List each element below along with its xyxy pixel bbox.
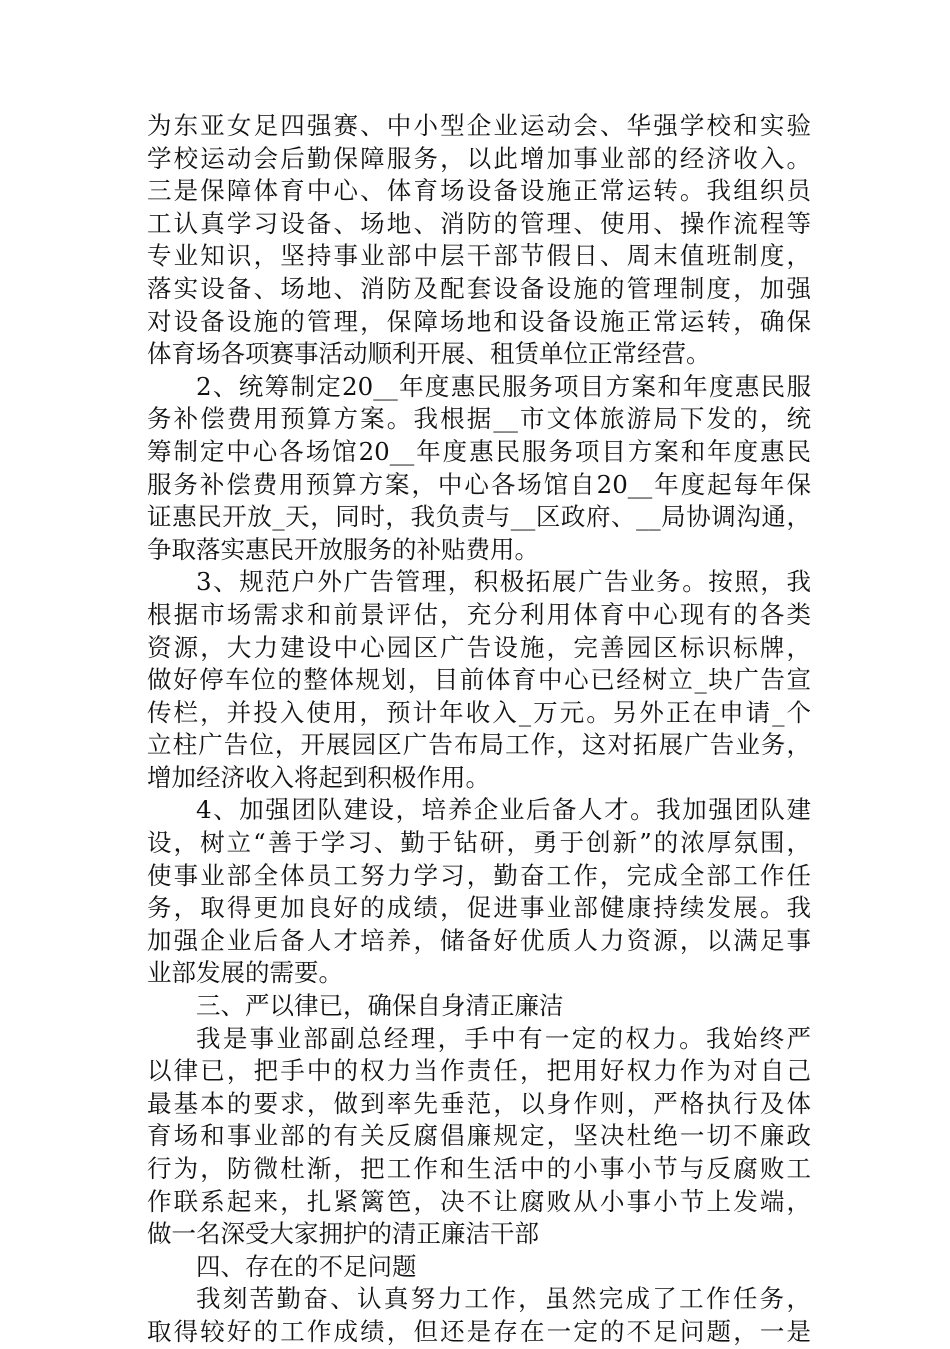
document-body (147, 110, 811, 1349)
text-line: 作联系起来，扎紧篱笆，决不让腐败从小事小节上发端， (147, 1186, 811, 1216)
text-line: 增加经济收入将起到积极作用。 (147, 762, 490, 792)
text-line: 使事业部全体员工努力学习，勤奋工作，完成全部工作任 (147, 860, 811, 890)
section-heading: 三、严以律已，确保自身清正廉洁 (196, 991, 564, 1021)
text-line: 务，取得更加良好的成绩，促进事业部健康持续发展。我 (147, 893, 811, 923)
text-line: 务补偿费用预算方案。我根据__市文体旅游局下发的，统 (147, 404, 811, 434)
text-line: 行为，防微杜渐，把工作和生活中的小事小节与反腐败工 (147, 1154, 811, 1183)
paragraph-start-line: 3、规范户外广告管理，积极拓展广告业务。按照，我 (196, 567, 811, 597)
text-line: 为东亚女足四强赛、中小型企业运动会、华强学校和实验 (147, 111, 811, 140)
text-line: 筹制定中心各场馆20__年度惠民服务项目方案和年度惠民 (147, 436, 811, 466)
text-line: 对设备设施的管理，保障场地和设备设施正常运转，确保 (147, 306, 811, 336)
text-line: 取得较好的工作成绩，但还是存在一定的不足问题，一是 (147, 1316, 811, 1346)
text-line: 学校运动会后勤保障服务，以此增加事业部的经济收入。 (147, 143, 811, 173)
text-line: 传栏，并投入使用，预计年收入_万元。另外正在申请_个 (147, 697, 811, 727)
text-line: 服务补偿费用预算方案，中心各场馆自20__年度起每年保 (147, 469, 811, 499)
text-line: 体育场各项赛事活动顺利开展、租赁单位正常经营。 (147, 339, 711, 369)
paragraph-start-line: 我是事业部副总经理，手中有一定的权力。我始终严 (196, 1023, 811, 1053)
text-line: 争取落实惠民开放服务的补贴费用。 (147, 534, 539, 564)
paragraph-start-line: 4、加强团队建设，培养企业后备人才。我加强团队建 (196, 795, 811, 825)
text-line: 业部发展的需要。 (147, 958, 343, 988)
text-line: 加强企业后备人才培养，储备好优质人力资源，以满足事 (147, 925, 811, 955)
text-line: 落实设备、场地、消防及配套设备设施的管理制度，加强 (147, 273, 811, 303)
text-line: 立柱广告位，开展园区广告布局工作，这对拓展广告业务， (147, 730, 811, 760)
text-line: 资源，大力建设中心园区广告设施，完善园区标识标牌， (147, 632, 811, 662)
text-line: 根据市场需求和前景评估，充分利用体育中心现有的各类 (147, 599, 811, 629)
paragraph-start-line: 2、统筹制定20__年度惠民服务项目方案和年度惠民服 (196, 371, 811, 401)
text-line: 育场和事业部的有关反腐倡廉规定，坚决杜绝一切不廉政 (147, 1121, 811, 1151)
paragraph-start-line: 我刻苦勤奋、认真努力工作，虽然完成了工作任务， (196, 1284, 811, 1314)
text-line: 以律已，把手中的权力当作责任，把用好权力作为对自己 (147, 1056, 811, 1086)
text-line: 三是保障体育中心、体育场设备设施正常运转。我组织员 (147, 176, 811, 206)
text-line: 证惠民开放_天，同时，我负责与__区政府、__局协调沟通， (147, 502, 811, 532)
text-line: 最基本的要求，做到率先垂范，以身作则，严格执行及体 (147, 1088, 811, 1118)
text-line: 工认真学习设备、场地、消防的管理、使用、操作流程等 (147, 208, 811, 238)
text-line: 设，树立“善于学习、勤于钻研，勇于创新”的浓厚氛围， (147, 828, 811, 858)
text-line: 做好停车位的整体规划，目前体育中心已经树立_块广告宣 (147, 665, 811, 695)
text-line: 做一名深受大家拥护的清正廉洁干部 (147, 1219, 539, 1249)
text-line: 专业知识，坚持事业部中层干部节假日、周末值班制度， (147, 241, 811, 271)
section-heading: 四、存在的不足问题 (196, 1251, 417, 1281)
